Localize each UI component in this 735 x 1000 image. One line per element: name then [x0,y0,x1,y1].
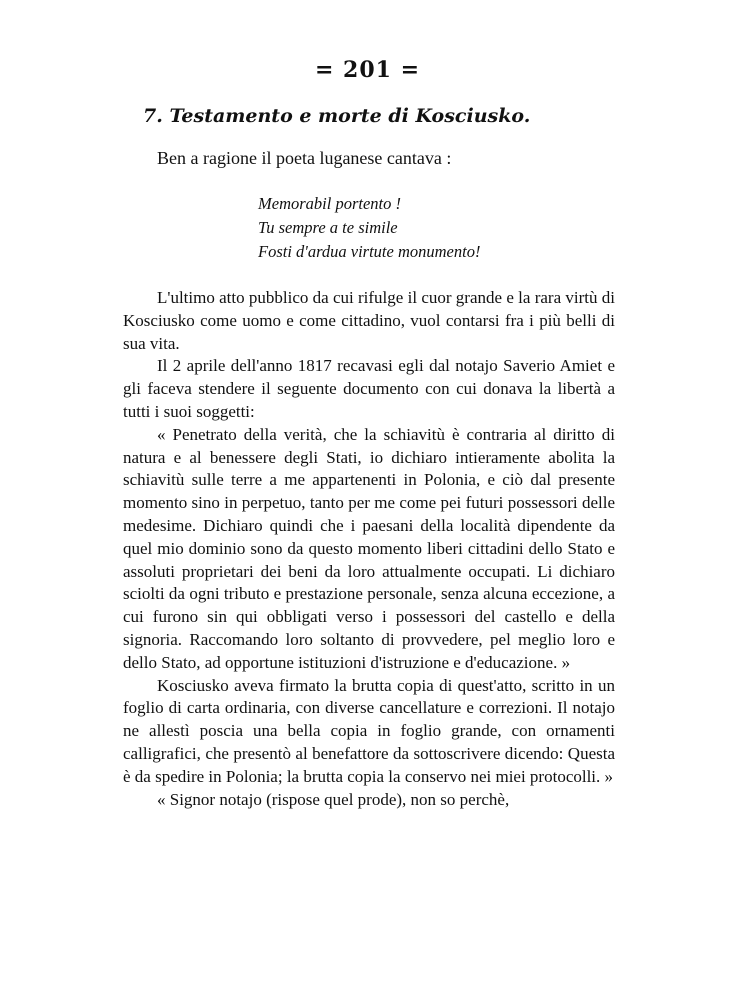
paragraph: Kosciusko aveva firmato la brutta copia di quest'atto, scritto in un foglio di carta ordinaria, con diverse cancellature e correzioni. Il notajo ne allestì poscia una bella copia in foglio grande, con ornamenti calligrafici, che presentò al benefattore da sottoscrivere dicendo: Questa è da spedire in Polonia; la brutta copia la conservo nei miei protocolli. » [123,675,615,786]
poem-line: Tu sempre a te simile [258,218,398,237]
paragraph-quote: « Penetrato della verità, che la schiavitù è contraria al diritto di natura e al benessere degli Stati, io dichiaro intieramente abolita la schiavitù sulle terre a me appartenenti in Polonia, e ciò dal presente momento sino in perpetuo, tanto per me come pei futuri possessori delle medesime. Dichiaro quindi che i paesani della località dipendente da quel mio dominio sono da questo momento liberi cittadini dello Stato e assoluti proprietari dei beni da loro attualmente occupati. Li dichiaro sciolti da ogni tributo e prestazione personale, senza alcuna eccezione, a cui furono sin qui obbligati verso i possessori del castello e della signoria. Raccomando loro soltanto di provvedere, pel meglio loro e dello Stato, ad opportune istituzioni d'istruzione e d'educazione. » [123,424,615,672]
paragraph: « Signor notajo (rispose quel prode), non so perchè, [157,789,510,809]
poem-line: Memorabil portento ! [258,194,401,213]
body-text [123,287,615,811]
section-title: 7. Testamento e morte di Kosciusko. [143,105,531,127]
paragraph: Il 2 aprile dell'anno 1817 recavasi egli dal notajo Saverio Amiet e gli faceva stendere il seguente documento con cui donava la libertà a tutti i suoi soggetti: [123,356,615,421]
poem-quote [258,192,618,264]
paragraph: L'ultimo atto pubblico da cui rifulge il cuor grande e la rara virtù di Kosciusko come uomo e come cittadino, vuol contarsi fra i più belli di sua vita. [123,288,615,353]
page-number: = 201 = [314,57,421,83]
poem-line: Fosti d'ardua virtute monumento! [258,242,481,261]
intro-line: Ben a ragione il poeta luganese cantava : [157,148,452,168]
